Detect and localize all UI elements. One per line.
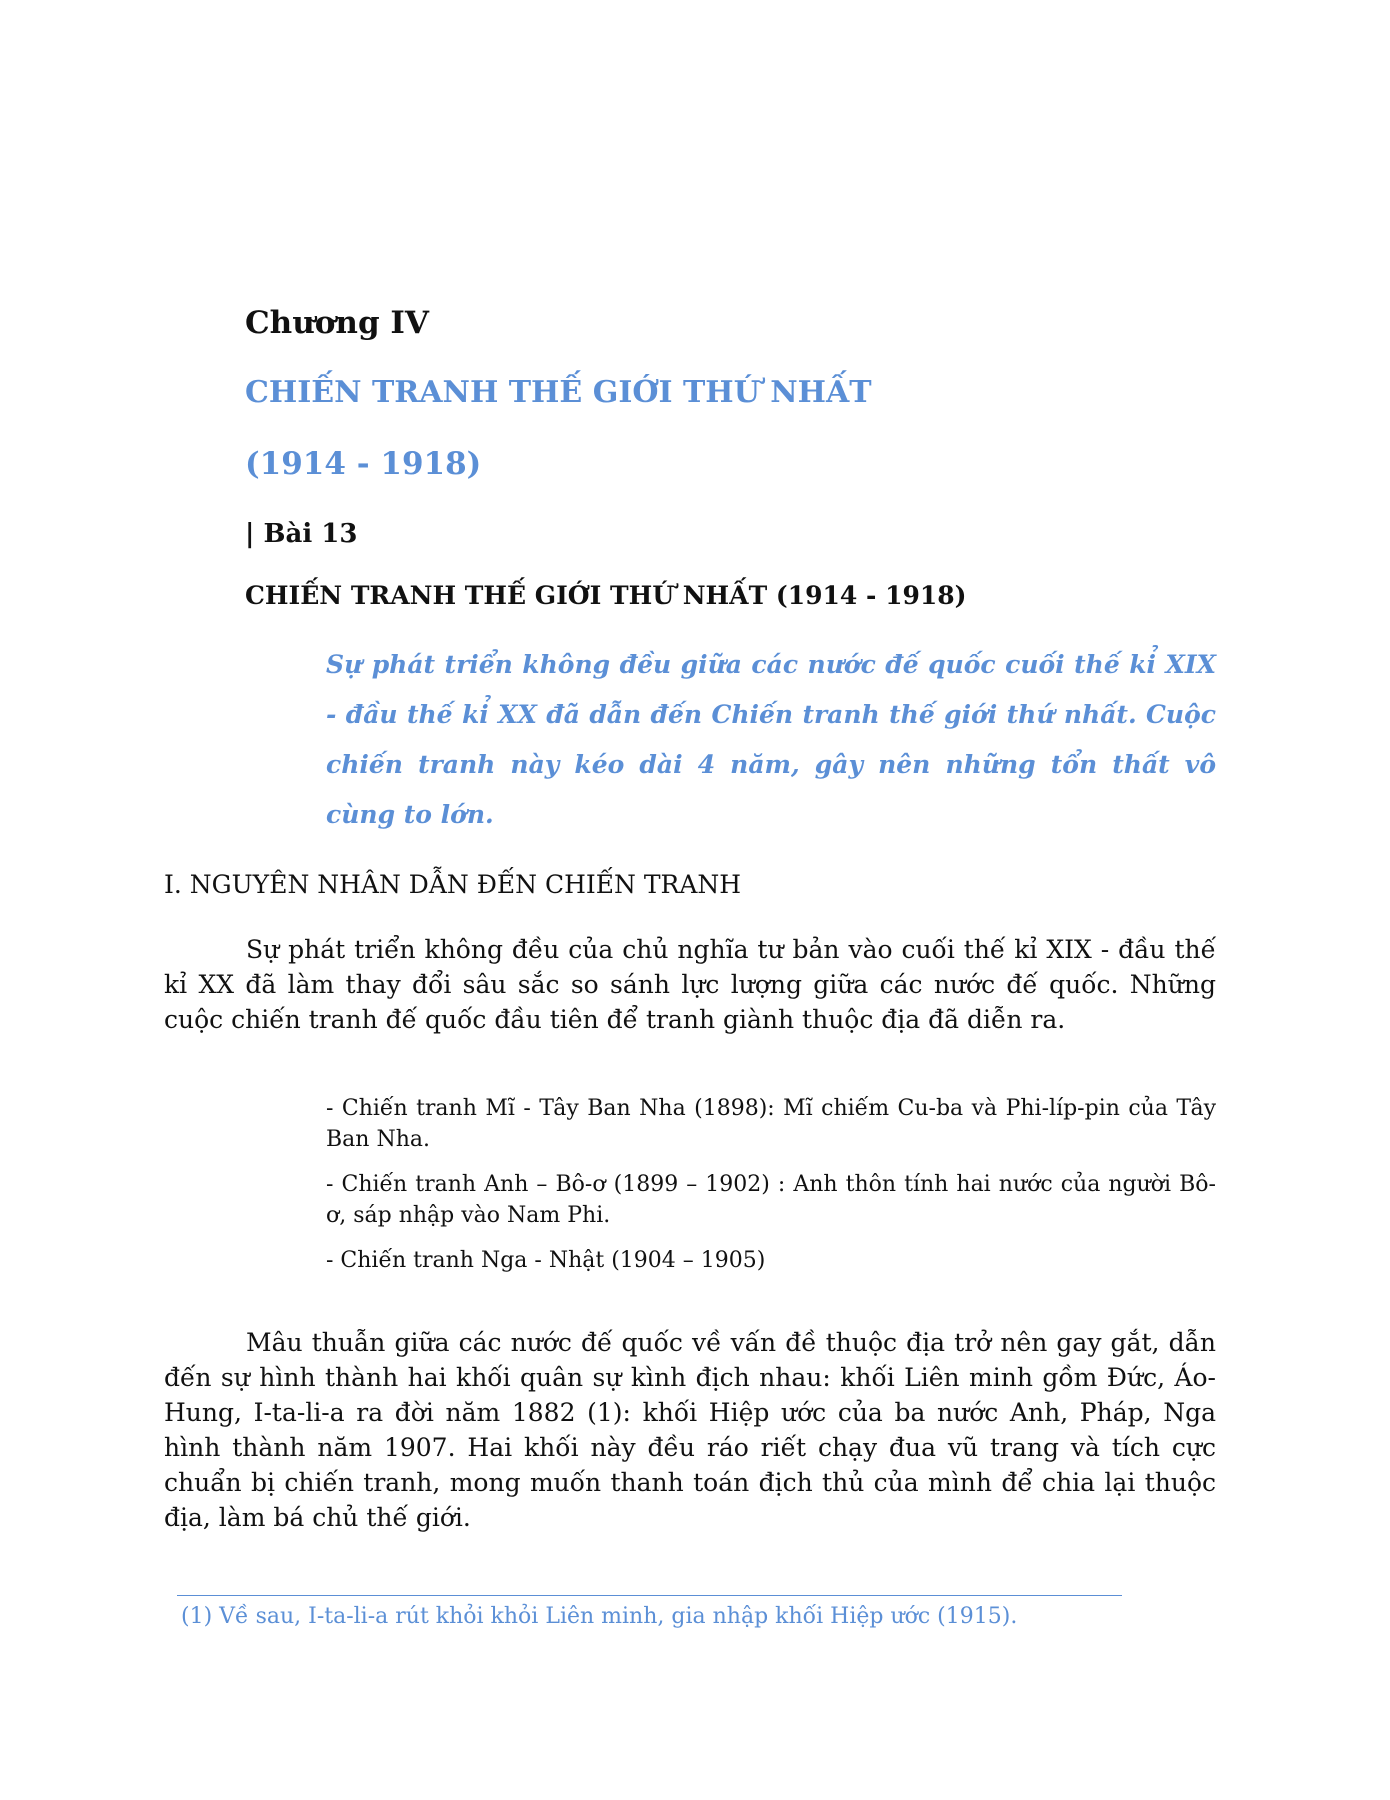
- footnote-divider: [177, 1595, 1122, 1596]
- war-item-russo-japanese: - Chiến tranh Nga - Nhật (1904 – 1905): [326, 1248, 766, 1273]
- war-list: [326, 1093, 1216, 1290]
- footnote: (1) Về sau, I-ta-li-a rút khỏi khỏi Liên minh, gia nhập khối Hiệp ước (1915).: [181, 1604, 1018, 1629]
- chapter-label: Chương IV: [245, 305, 429, 341]
- war-item-boer: - Chiến tranh Anh – Bô-ơ (1899 – 1902) : Anh thôn tính hai nước của người Bô-ơ, sáp nhập vào Nam Phi.: [326, 1172, 1216, 1228]
- chapter-years: (1914 - 1918): [245, 446, 482, 482]
- war-item-spanish-american: - Chiến tranh Mĩ - Tây Ban Nha (1898): Mĩ chiếm Cu-ba và Phi-líp-pin của Tây Ban Nha.: [326, 1096, 1216, 1152]
- chapter-title: CHIẾN TRANH THẾ GIỚI THỨ NHẤT: [245, 375, 872, 410]
- paragraph-2: Mâu thuẫn giữa các nước đế quốc về vấn đề thuộc địa trở nên gay gắt, dẫn đến sự hình thành hai khối quân sự kình địch nhau: khối Liên minh gồm Đức, Áo-Hung, I-ta-li-a ra đời năm 1882 (1): khối Hiệp ước của ba nước Anh, Pháp, Nga hình thành năm 1907. Hai khối này đều ráo riết chạy đua vũ trang và tích cực chuẩn bị chiến tranh, mong muốn thanh toán địch thủ của mình để chia lại thuộc địa, làm bá chủ thế giới.: [164, 1328, 1216, 1532]
- lesson-label: | Bài 13: [245, 519, 358, 549]
- lesson-title: CHIẾN TRANH THẾ GIỚI THỨ NHẤT (1914 - 1918): [245, 581, 967, 610]
- section-heading: I. NGUYÊN NHÂN DẪN ĐẾN CHIẾN TRANH: [164, 870, 742, 899]
- lesson-intro: Sự phát triển không đều giữa các nước đế quốc cuối thế kỉ XIX - đầu thế kỉ XX đã dẫn đến Chiến tranh thế giới thứ nhất. Cuộc chiến tranh này kéo dài 4 năm, gây nên những tổn thất vô cùng to lớn.: [326, 650, 1216, 829]
- paragraph-1: Sự phát triển không đều của chủ nghĩa tư bản vào cuối thế kỉ XIX - đầu thế kỉ XX đã làm thay đổi sâu sắc so sánh lực lượng giữa các nước đế quốc. Những cuộc chiến tranh đế quốc đầu tiên để tranh giành thuộc địa đã diễn ra.: [164, 935, 1216, 1034]
